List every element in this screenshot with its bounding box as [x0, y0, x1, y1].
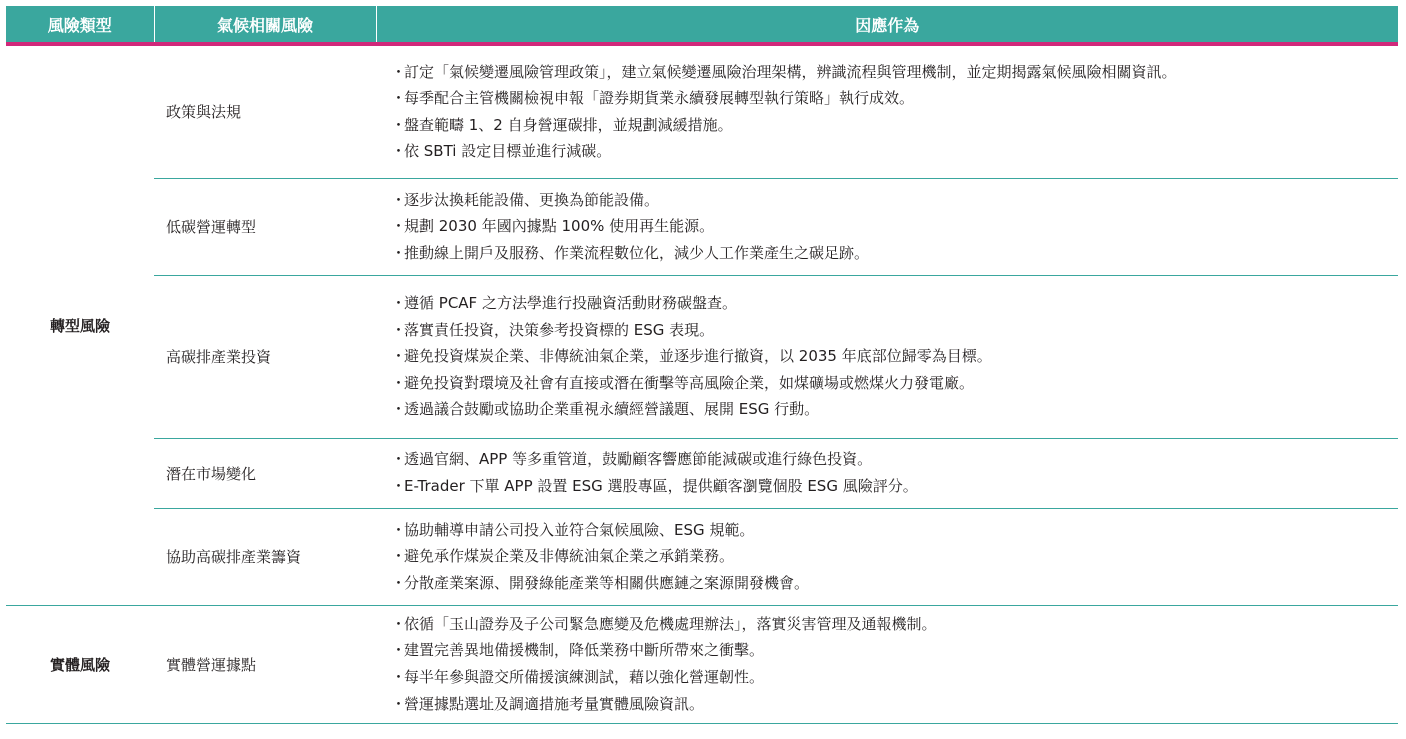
header-risk-type: 風險類型 [6, 6, 154, 44]
action-text: 規劃 2030 年國內據點 100% 使用再生能源。 [404, 217, 715, 236]
bullet-icon: ・ [391, 142, 407, 161]
actions-cell [376, 438, 1398, 508]
climate-risk-table [6, 6, 1398, 724]
action-list [391, 611, 1398, 717]
action-item [391, 59, 1398, 86]
table-row [6, 508, 1398, 605]
bullet-icon: ・ [391, 573, 407, 592]
climate-risk-cell: 低碳營運轉型 [154, 178, 376, 275]
action-text: 避免承作煤炭企業及非傳統油氣企業之承銷業務。 [404, 547, 735, 566]
action-item [391, 317, 1398, 344]
table-row [6, 275, 1398, 438]
bullet-icon: ・ [391, 450, 407, 469]
action-text: 推動線上開戶及服務、作業流程數位化，減少人工作業產生之碳足跡。 [404, 243, 870, 262]
action-text: 避免投資煤炭企業、非傳統油氣企業，並逐步進行撤資，以 2035 年底部位歸零為目標。 [404, 347, 992, 366]
action-item [391, 543, 1398, 570]
action-item [391, 637, 1398, 664]
action-item [391, 112, 1398, 139]
risk-type-cell: 實體風險 [6, 605, 154, 723]
action-text: 每半年參與證交所備援演練測試，藉以強化營運韌性。 [404, 668, 765, 686]
actions-cell [376, 508, 1398, 605]
bullet-icon: ・ [391, 373, 407, 392]
climate-risk-cell: 實體營運據點 [154, 605, 376, 723]
action-list [391, 290, 1398, 423]
bullet-icon: ・ [391, 668, 407, 686]
bullet-icon: ・ [391, 547, 407, 566]
action-text: 遵循 PCAF 之方法學進行投融資活動財務碳盤查。 [404, 294, 737, 313]
action-item [391, 213, 1398, 240]
bullet-icon: ・ [391, 320, 407, 339]
bullet-icon: ・ [391, 294, 407, 313]
climate-risk-table-wrapper [6, 6, 1398, 724]
table-row [6, 178, 1398, 275]
bullet-icon: ・ [391, 694, 407, 713]
table-header-row [6, 6, 1398, 44]
header-actions: 因應作為 [376, 6, 1398, 44]
climate-risk-cell: 政策與法規 [166, 103, 242, 122]
action-text: 落實責任投資，決策參考投資標的 ESG 表現。 [404, 320, 715, 339]
action-text: 透過官網、APP 等多重管道，鼓勵顧客響應節能減碳或進行綠色投資。 [404, 450, 873, 469]
header-climate-risk: 氣候相關風險 [154, 6, 376, 44]
action-text: 營運據點選址及調適措施考量實體風險資訊。 [404, 694, 705, 713]
action-text: 盤查範疇 1、2 自身營運碳排，並規劃減緩措施。 [404, 115, 733, 134]
action-item [391, 570, 1398, 597]
climate-risk-cell: 協助高碳排產業籌資 [154, 508, 376, 605]
actions-cell [376, 178, 1398, 275]
bullet-icon: ・ [391, 115, 407, 134]
action-list [391, 517, 1398, 597]
action-text: 避免投資對環境及社會有直接或潛在衝擊等高風險企業，如煤礦場或燃煤火力發電廠。 [404, 373, 975, 392]
bullet-icon: ・ [391, 190, 407, 209]
action-item [391, 473, 1398, 500]
action-item [391, 611, 1398, 638]
action-item [391, 187, 1398, 214]
climate-risk-cell: 潛在市場變化 [154, 438, 376, 508]
actions-cell [376, 275, 1398, 438]
action-text: 逐步汰換耗能設備、更換為節能設備。 [404, 190, 660, 209]
bullet-icon: ・ [391, 641, 407, 660]
action-item [391, 396, 1398, 423]
action-list [391, 446, 1398, 499]
action-list [391, 187, 1398, 267]
action-item [391, 240, 1398, 267]
action-item [391, 664, 1398, 691]
bullet-icon: ・ [391, 400, 407, 419]
table-row [6, 44, 1398, 178]
bullet-icon: ・ [391, 89, 407, 108]
action-item [391, 85, 1398, 112]
action-text: 透過議合鼓勵或協助企業重視永續經營議題、展開 ESG 行動。 [404, 400, 820, 419]
bullet-icon: ・ [391, 477, 407, 495]
bullet-icon: ・ [391, 614, 407, 633]
actions-cell [376, 605, 1398, 723]
action-text: 分散產業案源、開發綠能產業等相關供應鏈之案源開發機會。 [404, 573, 810, 592]
action-item [391, 517, 1398, 544]
table-row [6, 605, 1398, 723]
climate-risk-cell: 高碳排產業投資 [154, 275, 376, 438]
bullet-icon: ・ [391, 520, 407, 539]
action-item [391, 138, 1398, 165]
bullet-icon: ・ [391, 347, 407, 366]
action-item [391, 446, 1398, 473]
action-text: 依 SBTi 設定目標並進行減碳。 [404, 142, 612, 161]
bullet-icon: ・ [391, 243, 407, 262]
action-item [391, 343, 1398, 370]
bullet-icon: ・ [391, 217, 407, 236]
action-text: 每季配合主管機關檢視申報「證券期貨業永續發展轉型執行策略」執行成效。 [404, 89, 915, 108]
table-body [6, 44, 1398, 723]
action-item [391, 691, 1398, 718]
action-item [391, 370, 1398, 397]
actions-cell [376, 44, 1398, 178]
table-row [6, 438, 1398, 508]
action-text: E-Trader 下單 APP 設置 ESG 選股專區，提供顧客瀏覽個股 ESG 風險評分。 [404, 477, 918, 495]
action-item [391, 290, 1398, 317]
action-text: 依循「玉山證券及子公司緊急應變及危機處理辦法」，落實災害管理及通報機制。 [404, 614, 937, 633]
action-text: 協助輔導申請公司投入並符合氣候風險、ESG 規範。 [404, 520, 755, 539]
bullet-icon: ・ [391, 62, 407, 81]
risk-type-cell: 轉型風險 [49, 316, 110, 335]
action-text: 訂定「氣候變遷風險管理政策」，建立氣候變遷風險治理架構，辨識流程與管理機制，並定期揭露氣候風險相關資訊。 [404, 62, 1177, 81]
action-text: 建置完善異地備援機制，降低業務中斷所帶來之衝擊。 [404, 641, 765, 660]
action-list [391, 59, 1398, 165]
